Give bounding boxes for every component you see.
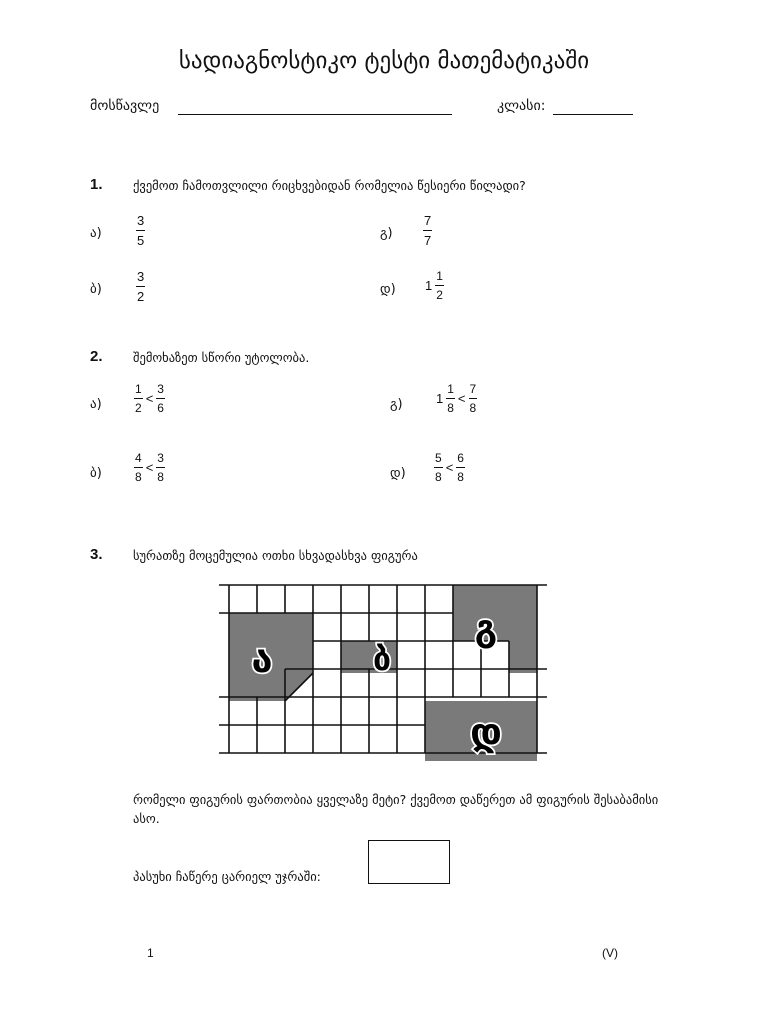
question-3-number: 3.	[90, 546, 103, 563]
q1-option-a-letter: ა)	[90, 226, 102, 241]
class-label: კლასი:	[497, 98, 546, 114]
shape-d-label: დ	[470, 710, 502, 754]
shape-b-label: ბ	[372, 640, 392, 678]
fraction: $\frac{1}{2}$	[436, 269, 443, 302]
whole-part: 1	[425, 278, 433, 293]
student-name-line[interactable]	[178, 114, 452, 115]
q1-option-d-letter: დ)	[380, 282, 396, 297]
question-1-text: ქვემოთ ჩამოთვლილი რიცხვებიდან რომელია წესიერი წილადი?	[133, 178, 526, 193]
answer-prompt: პასუხი ჩაწერე ცარიელ უჯრაში:	[133, 869, 321, 884]
class-line[interactable]	[553, 114, 633, 115]
shape-a-label: ა	[251, 637, 273, 681]
question-3-text: სურათზე მოცემულია ოთხი სხვადასხვა ფიგურა	[133, 548, 418, 563]
q2-option-d-letter: დ)	[390, 466, 406, 481]
q2-option-b-letter: ბ)	[90, 466, 102, 481]
q1-option-a[interactable]	[136, 214, 145, 247]
shape-g-label: გ	[474, 608, 498, 649]
fraction: $\frac{7}{7}$	[424, 213, 432, 248]
q2-option-b[interactable]: $\frac{4}{8}$ < $\frac{3}{8}$	[135, 451, 164, 484]
q1-option-g-letter: გ)	[380, 226, 393, 241]
variant-label: (V)	[602, 946, 618, 960]
question-2-number: 2.	[90, 348, 103, 365]
q2-option-g[interactable]: 1 $\frac{1}{8}$ < $\frac{7}{8}$	[436, 382, 477, 415]
q2-option-a[interactable]: $\frac{1}{2}$ < $\frac{3}{6}$	[135, 382, 164, 415]
q2-option-d[interactable]: $\frac{5}{8}$ < $\frac{6}{8}$	[435, 451, 464, 484]
question-2-text: შემოხაზეთ სწორი უტოლობა.	[133, 350, 310, 365]
answer-box[interactable]	[368, 840, 450, 884]
q2-option-g-letter: გ)	[390, 397, 403, 412]
q1-option-d[interactable]	[425, 270, 444, 301]
student-label: მოსწავლე	[90, 98, 160, 114]
question-3-prompt: რომელი ფიგურის ფართობია ყველაზე მეტი? ქვემოთ დაწერეთ ამ ფიგურის შესაბამისი ასო.	[133, 792, 659, 826]
q1-option-b[interactable]	[136, 270, 145, 303]
fraction: $\frac{3}{5}$	[137, 213, 145, 248]
q1-option-b-letter: ბ)	[90, 282, 102, 297]
q1-option-g[interactable]	[423, 214, 432, 247]
question-1-number: 1.	[90, 176, 103, 193]
page-number: 1	[147, 946, 154, 960]
fraction: $\frac{3}{2}$	[137, 269, 145, 304]
page-title: სადიაგნოსტიკო ტესტი მათემატიკაში	[178, 48, 590, 74]
grid-figure	[218, 580, 550, 764]
q2-option-a-letter: ა)	[90, 397, 102, 412]
